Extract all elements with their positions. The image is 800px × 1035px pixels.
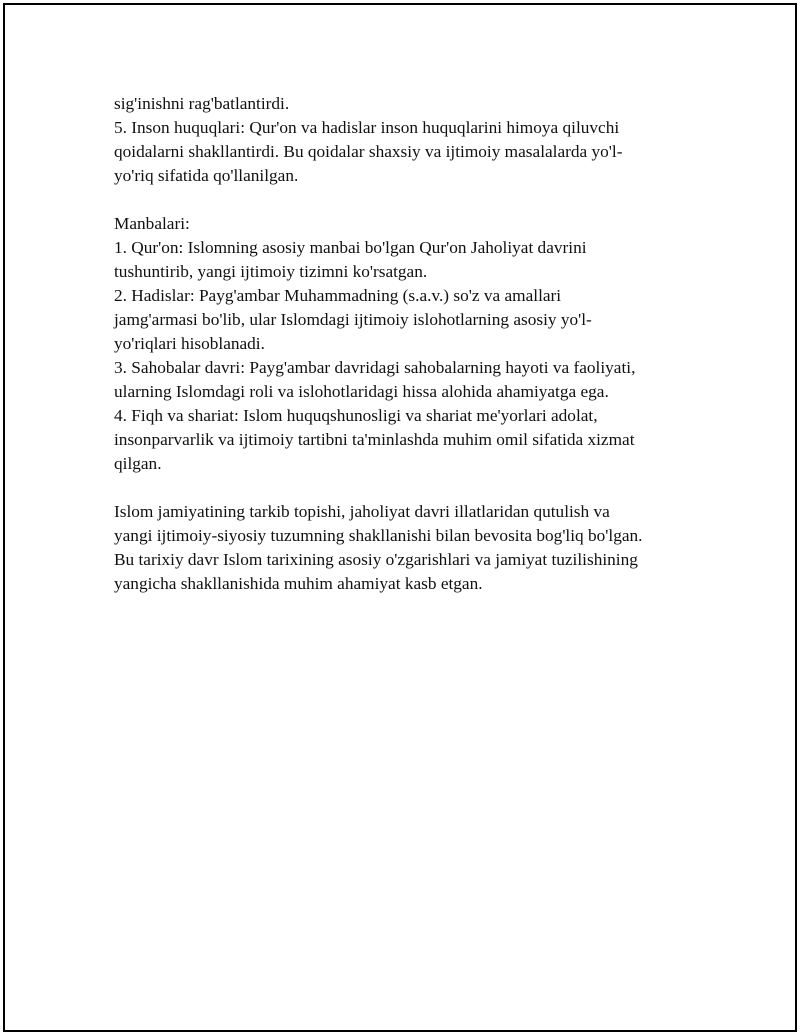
- document-body: [114, 92, 694, 596]
- blank-line: [114, 188, 694, 212]
- text-line: yangicha shakllanishida muhim ahamiyat kasb etgan.: [114, 574, 483, 593]
- text-line: 3. Sahobalar davri: Payg'ambar davridagi sahobalarning hayoti va faoliyati,: [114, 358, 636, 377]
- text-line: tushuntirib, yangi ijtimoiy tizimni ko'rsatgan.: [114, 262, 428, 281]
- text-line: ularning Islomdagi roli va islohotlaridagi hissa alohida ahamiyatga ega.: [114, 382, 609, 401]
- text-line: yo'riq sifatida qo'llanilgan.: [114, 166, 299, 185]
- text-line: qoidalarni shakllantirdi. Bu qoidalar shaxsiy va ijtimoiy masalalarda yo'l-: [114, 142, 623, 161]
- text-line: jamg'armasi bo'lib, ular Islomdagi ijtimoiy islohotlarning asosiy yo'l-: [114, 310, 592, 329]
- section-heading: Manbalari:: [114, 214, 190, 233]
- text-line: yo'riqlari hisoblanadi.: [114, 334, 265, 353]
- text-line: 5. Inson huquqlari: Qur'on va hadislar inson huquqlarini himoya qiluvchi: [114, 118, 620, 137]
- text-line: 2. Hadislar: Payg'ambar Muhammadning (s.a.v.) so'z va amallari: [114, 286, 562, 305]
- text-line: 1. Qur'on: Islomning asosiy manbai bo'lgan Qur'on Jaholiyat davrini: [114, 238, 587, 257]
- text-line: Islom jamiyatining tarkib topishi, jaholiyat davri illatlaridan qutulish va: [114, 502, 610, 521]
- text-line: qilgan.: [114, 454, 162, 473]
- text-line: Bu tarixiy davr Islom tarixining asosiy o'zgarishlari va jamiyat tuzilishining: [114, 550, 638, 569]
- blank-line: [114, 476, 694, 500]
- text-line: 4. Fiqh va shariat: Islom huquqshunosligi va shariat me'yorlari adolat,: [114, 406, 598, 425]
- text-line: insonparvarlik va ijtimoiy tartibni ta'minlashda muhim omil sifatida xizmat: [114, 430, 635, 449]
- text-line: sig'inishni rag'batlantirdi.: [114, 94, 290, 113]
- text-line: yangi ijtimoiy-siyosiy tuzumning shakllanishi bilan bevosita bog'liq bo'lgan.: [114, 526, 643, 545]
